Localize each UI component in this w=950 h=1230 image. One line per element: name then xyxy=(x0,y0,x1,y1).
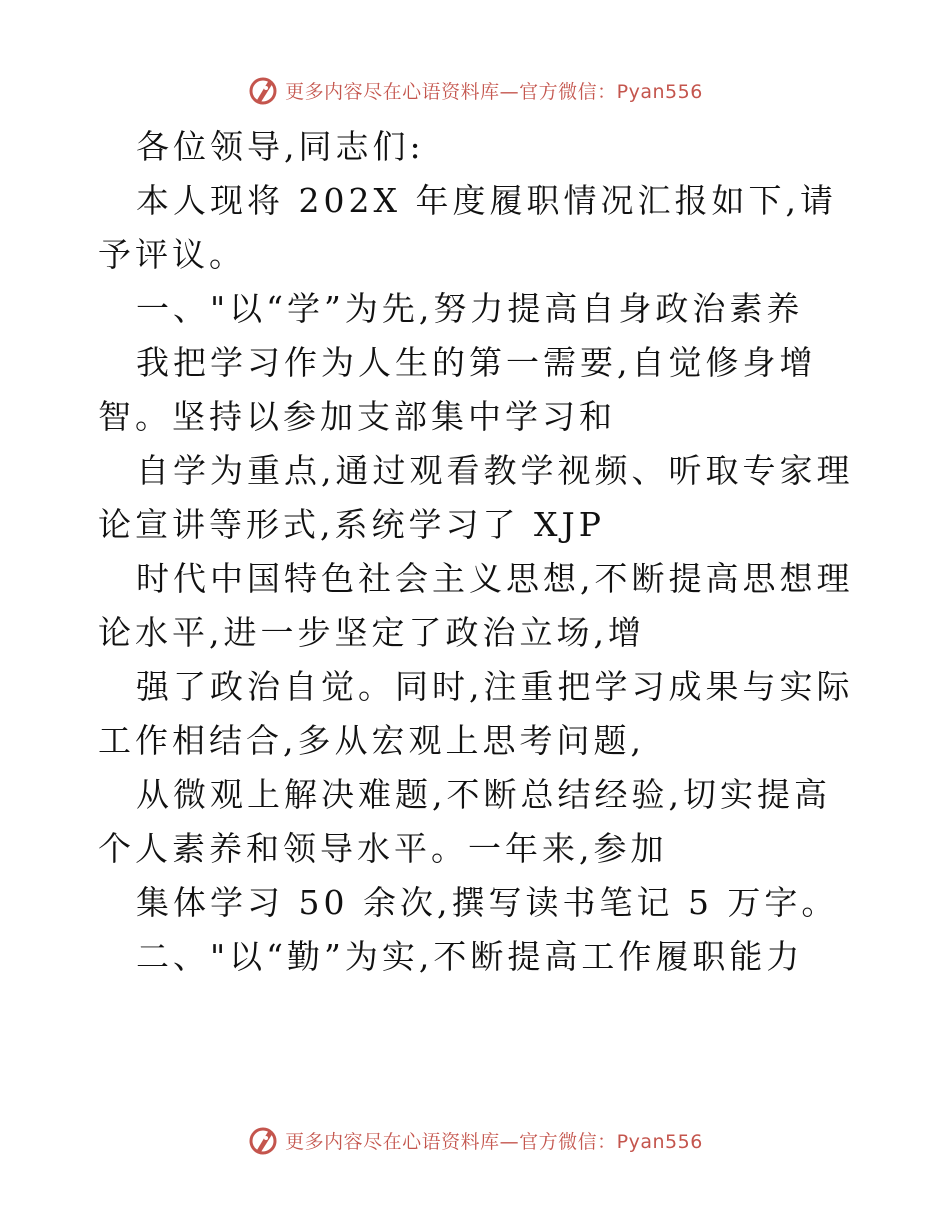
header-banner-text: 更多内容尽在心语资料库—官方微信：Pyan556 xyxy=(285,80,703,103)
paragraph-study-4: 强了政治自觉。同时,注重把学习成果与实际工作相结合,多从宏观上思考问题, xyxy=(98,667,854,760)
footer-banner xyxy=(0,1120,950,1160)
document-body xyxy=(98,120,858,984)
paragraph-study-1: 我把学习作为人生的第一需要,自觉修身增智。坚持以参加支部集中学习和 xyxy=(98,343,817,436)
paragraph-study-2: 自学为重点,通过观看教学视频、听取专家理论宣讲等形式,系统学习了 XJP xyxy=(98,451,854,544)
paragraph-study-5: 从微观上解决难题,不断总结经验,切实提高个人素养和领导水平。一年来,参加 xyxy=(98,775,831,868)
pen-nib-logo-icon xyxy=(247,74,279,106)
paragraph-study-3: 时代中国特色社会主义思想,不断提高思想理论水平,进一步坚定了政治立场,增 xyxy=(98,559,854,652)
footer-banner-inner xyxy=(247,1124,703,1156)
footer-banner-text: 更多内容尽在心语资料库—官方微信：Pyan556 xyxy=(285,1130,703,1153)
pen-nib-logo-icon xyxy=(247,1124,279,1156)
paragraph-study-6: 集体学习 50 余次,撰写读书笔记 5 万字。 xyxy=(136,883,839,922)
header-banner-inner xyxy=(247,74,703,106)
section-heading-1: 一、"以“学”为先,努力提高自身政治素养 xyxy=(136,289,804,328)
header-banner xyxy=(0,70,950,110)
paragraph-intro: 本人现将 202X 年度履职情况汇报如下,请予评议。 xyxy=(98,181,837,274)
salutation: 各位领导,同志们: xyxy=(136,127,425,166)
section-heading-2: 二、"以“勤”为实,不断提高工作履职能力 xyxy=(136,937,804,976)
